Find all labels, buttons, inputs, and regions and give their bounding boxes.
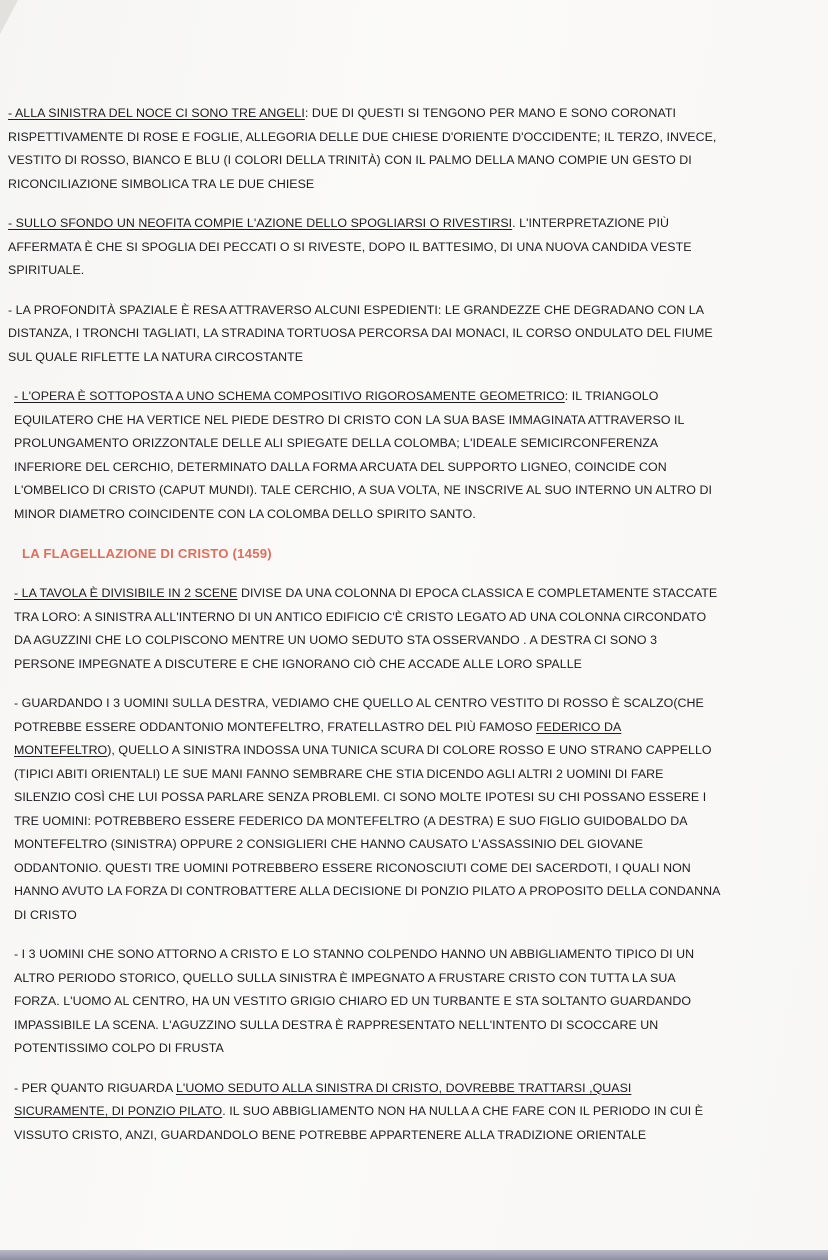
paragraph-text: DIVISE DA UNA COLONNA DI EPOCA CLASSICA E COMPLETAMENTE STACCATE TRA LORO: A SINISTRA ALL'INTERNO DI UN ANTICO EDIFICIO C'È CRISTO LEGATO AD UNA COLONNA CIRCONDATO DA AGUZZINI CHE LO COLPISCONO MENTRE UN UOMO SEDUTO STA OSSERVANDO . A DESTRA CI SONO 3 PERSONE IMPEGNATE A DISCUTERE E CHE IGNORANO CIÒ CHE ACCADE ALLE LORO SPALLE xyxy=(14,586,718,671)
paragraph-ponzio-pilato xyxy=(8,1077,720,1148)
paragraph-text: - LA PROFONDITÀ SPAZIALE È RESA ATTRAVERSO ALCUNI ESPEDIENTI: LE GRANDEZZE CHE DEGRADANO CON LA DISTANZA, I TRONCHI TAGLIATI, LA STRADINA TORTUOSA PERCORSA DAI MONACI, IL CORSO ONDULATO DEL FIUME SUL QUALE RIFLETTE LA NATURA CIRCOSTANTE xyxy=(8,302,713,364)
page-corner-fold xyxy=(0,0,18,34)
underlined-phrase: - L'OPERA È SOTTOPOSTA A UNO SCHEMA COMPOSITIVO RIGOROSAMENTE GEOMETRICO xyxy=(14,389,565,403)
paragraph-text: . L'INTERPRETAZIONE PIÙ AFFERMATA È CHE SI SPOGLIA DEI PECCATI O SI RIVESTE, DOPO IL BATTESIMO, DI UNA NUOVA CANDIDA VESTE SPIRITUALE. xyxy=(8,216,692,277)
paragraph-neofita xyxy=(8,212,720,283)
paragraph-profondita xyxy=(8,299,720,370)
page-bottom-edge xyxy=(0,1250,828,1260)
notes-body xyxy=(8,102,720,1163)
paragraph-text: : DUE DI QUESTI SI TENGONO PER MANO E SONO CORONATI RISPETTIVAMENTE DI ROSE E FOGLIE, ALLEGORIA DELLE DUE CHIESE D'ORIENTE D'OCCIDENTE; IL TERZO, INVECE, VESTITO DI ROSSO, BIANCO E BLU (I COLORI DELLA TRINITÀ) CON IL PALMO DELLA MANO COMPIE UN GESTO DI RICONCILIAZIONE SIMBOLICA TRA LE DUE CHIESE xyxy=(8,106,717,191)
paragraph-text: ), QUELLO A SINISTRA INDOSSA UNA TUNICA SCURA DI COLORE ROSSO E UNO STRANO CAPPELLO (TIPICI ABITI ORIENTALI) LE SUE MANI FANNO SEMBRARE CHE STIA DICENDO AGLI ALTRI 2 UOMINI DI FARE SILENZIO COSÌ CHE LUI POSSA PARLARE SENZA PROBLEMI. CI SONO MOLTE IPOTESI SU CHI POSSANO ESSERE I TRE UOMINI: POTREBBERO ESSERE FEDERICO DA MONTEFELTRO (A DESTRA) E SUO FIGLIO GUIDOBALDO DA MONTEFELTRO (SINISTRA) OPPURE 2 CONSIGLIERI CHE HANNO CAUSATO L'ASSASSINIO DEL GIOVANE ODDANTONIO. QUESTI TRE UOMINI POTREBBERO ESSERE RICONOSCIUTI COME DEI SACERDOTI, I QUALI NON HANNO AVUTO LA FORZA DI CONTROBATTERE ALLA DECISIONE DI PONZIO PILATO A PROPOSITO DELLA CONDANNA DI CRISTO xyxy=(14,743,720,922)
paragraph-text-before: - PER QUANTO RIGUARDA xyxy=(14,1080,176,1095)
paragraph-text-before: - GUARDANDO I 3 UOMINI SULLA DESTRA, VEDIAMO CHE QUELLO AL CENTRO VESTITO DI ROSSO È SCALZO(CHE POTREBBE ESSERE ODDANTONIO MONTEFELTRO, FRATELLASTRO DEL PIÙ FAMOSO xyxy=(14,696,704,734)
paragraph-tre-uomini-destra xyxy=(8,692,720,927)
paragraph-text: - I 3 UOMINI CHE SONO ATTORNO A CRISTO E LO STANNO COLPENDO HANNO UN ABBIGLIAMENTO TIPICO DI UN ALTRO PERIODO STORICO, QUELLO SULLA SINISTRA È IMPEGNATO A FRUSTARE CRISTO CON TUTTA LA SUA FORZA. L'UOMO AL CENTRO, HA UN VESTITO GRIGIO CHIARO ED UN TURBANTE E STA SOLTANTO GUARDANDO IMPASSIBILE LA SCENA. L'AGUZZINO SULLA DESTRA È RAPPRESENTATO NELL'INTENTO DI SCOCCARE UN POTENTISSIMO COLPO DI FRUSTA xyxy=(14,947,695,1055)
underlined-phrase: - ALLA SINISTRA DEL NOCE CI SONO TRE ANGELI xyxy=(8,106,305,120)
section-heading: LA FLAGELLAZIONE DI CRISTO (1459) xyxy=(22,546,272,561)
paragraph-schema-geometrico xyxy=(8,385,720,526)
underlined-phrase: - LA TAVOLA È DIVISIBILE IN 2 SCENE xyxy=(14,586,238,600)
paragraph-angeli xyxy=(8,102,720,196)
paragraph-tavola xyxy=(8,582,720,676)
paragraph-text: . IL SUO ABBIGLIAMENTO NON HA NULLA A CHE FARE CON IL PERIODO IN CUI È VISSUTO CRISTO, ANZI, GUARDANDOLO BENE POTREBBE APPARTENERE ALLA TRADIZIONE ORIENTALE xyxy=(14,1104,704,1142)
underlined-phrase: L'UOMO SEDUTO ALLA SINISTRA DI CRISTO, DOVREBBE TRATTARSI ,QUASI SICURAMENTE, DI PONZIO PILATO xyxy=(14,1080,632,1118)
underlined-phrase: - SULLO SFONDO UN NEOFITA COMPIE L'AZIONE DELLO SPOGLIARSI O RIVESTIRSI xyxy=(8,216,513,230)
paragraph-text: : IL TRIANGOLO EQUILATERO CHE HA VERTICE NEL PIEDE DESTRO DI CRISTO CON LA SUA BASE IMMAGINATA ATTRAVERSO IL PROLUNGAMENTO ORIZZONTALE DELLE ALI SPIEGATE DELLA COLOMBA; L'IDEALE SEMICIRCONFERENZA INFERIORE DEL CERCHIO, DETERMINATO DALLA FORMA ARCUATA DEL SUPPORTO LIGNEO, COINCIDE CON L'OMBELICO DI CRISTO (CAPUT MUNDI). TALE CERCHIO, A SUA VOLTA, NE INSCRIVE AL SUO INTERNO UN ALTRO DI MINOR DIAMETRO COINCIDENTE CON LA COLOMBA DELLO SPIRITO SANTO. xyxy=(14,389,712,521)
underlined-phrase: FEDERICO DA MONTEFELTRO xyxy=(14,719,622,757)
paragraph-aguzzini xyxy=(8,943,720,1061)
